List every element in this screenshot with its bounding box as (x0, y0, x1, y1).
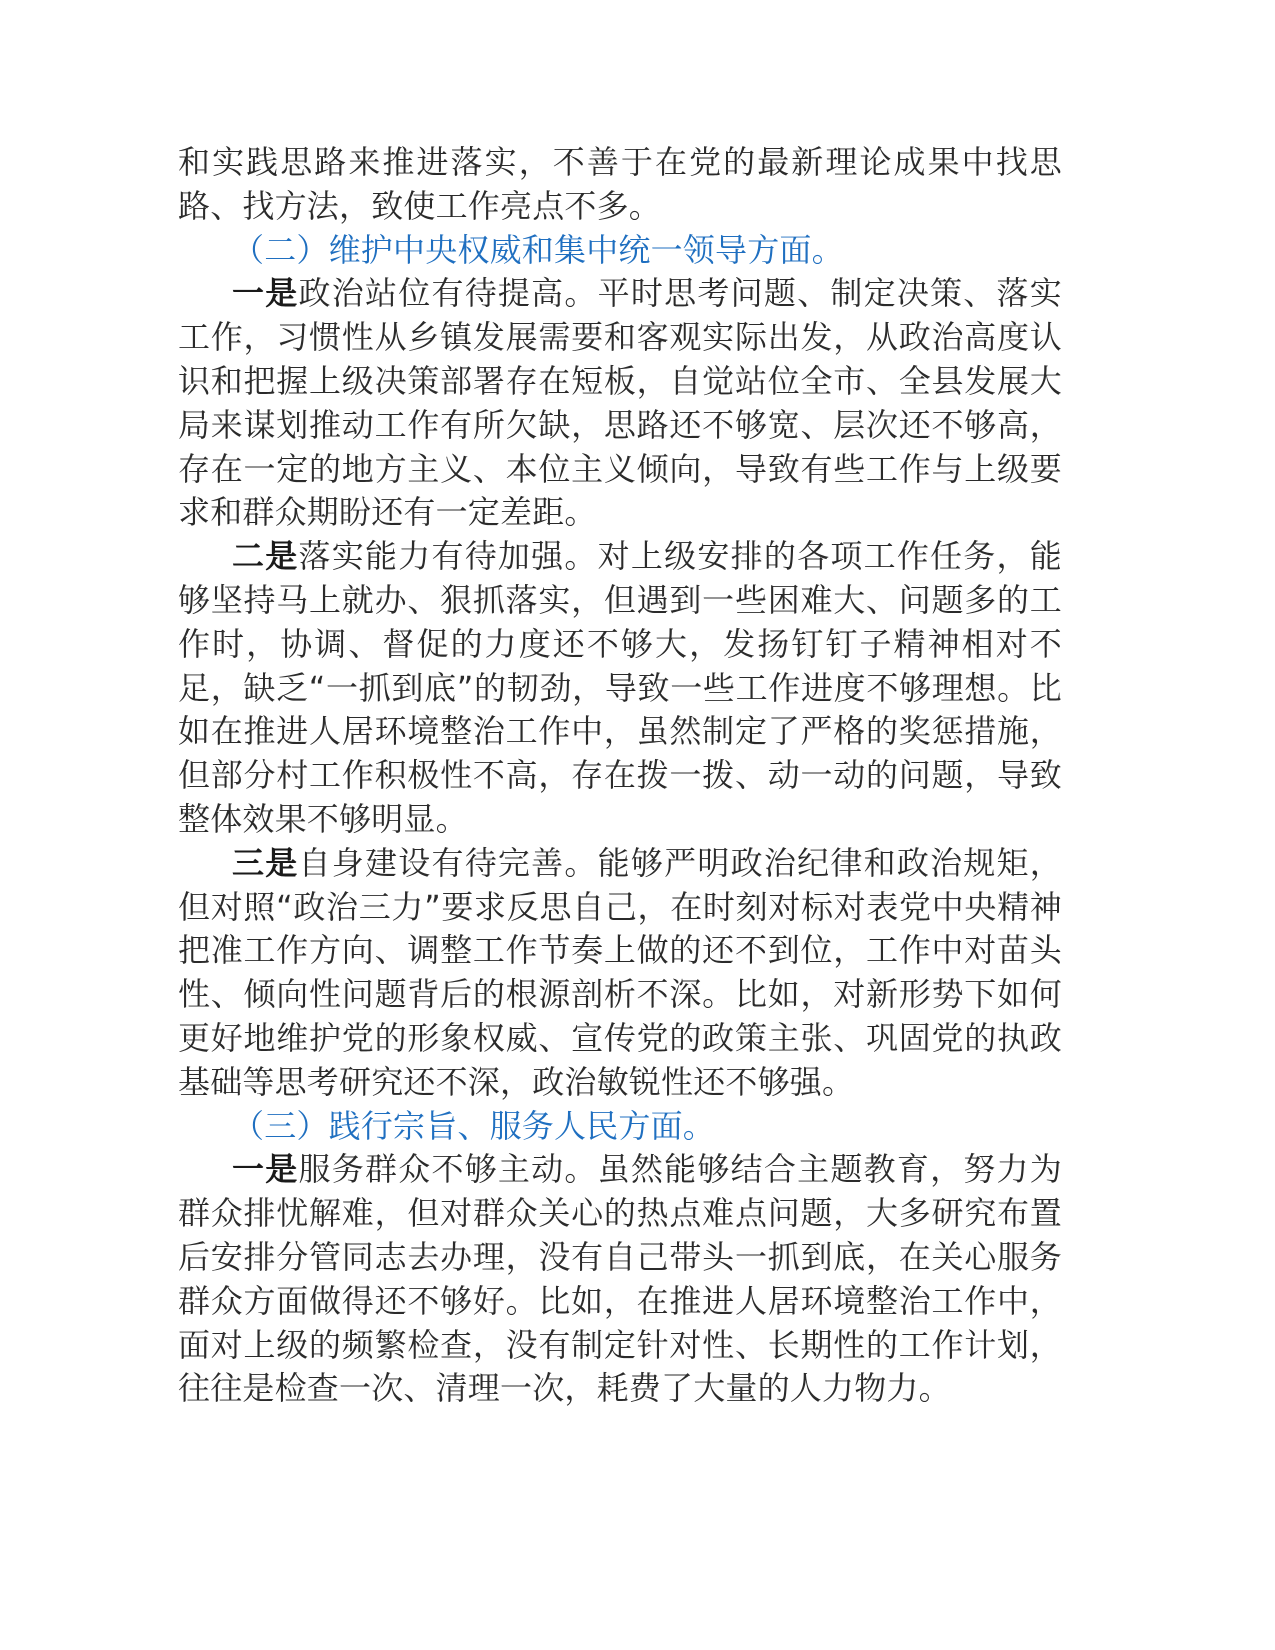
section2-item-1 (178, 272, 1062, 535)
section2-item-3 (178, 842, 1062, 1105)
item-lead: 一是 (232, 274, 299, 313)
item-text: 服务群众不够主动。虽然能够结合主题教育，努力为群众排忧解难，但对群众关心的热点难点问题，大多研究布置后安排分管同志去办理，没有自己带头一抓到底，在关心服务群众方面做得还不够好。比如，在推进人居环境整治工作中，面对上级的频繁检查，没有制定针对性、长期性的工作计划，往往是检查一次、清理一次，耗费了大量的人力物力。 (178, 1150, 1062, 1408)
section3-item-1 (178, 1148, 1062, 1411)
item-text: 自身建设有待完善。能够严明政治纪律和政治规矩，但对照“政治三力”要求反思自己，在时刻对标对表党中央精神把准工作方向、调整工作节奏上做的还不到位，工作中对苗头性、倾向性问题背后的根源剖析不深。比如，对新形势下如何更好地维护党的形象权威、宣传党的政策主张、巩固党的执政基础等思考研究还不深，政治敏锐性还不够强。 (178, 843, 1062, 1101)
continuation-paragraph: 和实践思路来推进落实，不善于在党的最新理论成果中找思路、找方法，致使工作亮点不多。 (178, 143, 1062, 225)
item-text: 政治站位有待提高。平时思考问题、制定决策、落实工作，习惯性从乡镇发展需要和客观实际出发，从政治高度认识和把握上级决策部署存在短板，自觉站位全市、全县发展大局来谋划推动工作有所欠缺，思路还不够宽、层次还不够高，存在一定的地方主义、本位主义倾向，导致有些工作与上级要求和群众期盼还有一定差距。 (178, 274, 1062, 532)
item-lead: 三是 (232, 843, 299, 882)
section-heading-3: （三）践行宗旨、服务人民方面。 (232, 1106, 716, 1145)
section2-item-2 (178, 535, 1062, 842)
item-lead: 一是 (232, 1150, 299, 1189)
section-heading-2: （二）维护中央权威和集中统一领导方面。 (232, 230, 844, 269)
document-page (178, 141, 1062, 1411)
item-lead: 二是 (232, 537, 299, 576)
item-text: 落实能力有待加强。对上级安排的各项工作任务，能够坚持马上就办、狠抓落实，但遇到一些困难大、问题多的工作时，协调、督促的力度还不够大，发扬钉钉子精神相对不足，缺乏“一抓到底”的韧劲，导致一些工作进度不够理想。比如在推进人居环境整治工作中，虽然制定了严格的奖惩措施，但部分村工作积极性不高，存在拨一拨、动一动的问题，导致整体效果不够明显。 (178, 537, 1062, 838)
